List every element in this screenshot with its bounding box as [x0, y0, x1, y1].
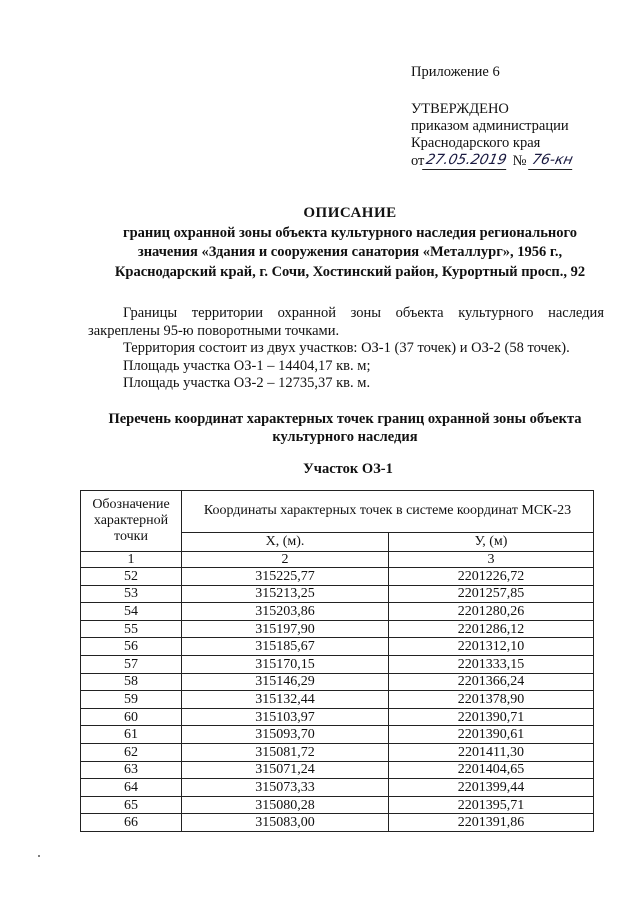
table-header-row [81, 491, 594, 533]
table-row [81, 814, 594, 832]
point-id-cell: 63 [81, 761, 182, 779]
header-coordinates: Координаты характерных точек в системе координат МСК-23 [182, 491, 594, 533]
body-text [88, 305, 604, 393]
x-coordinate-cell: 315071,24 [182, 761, 389, 779]
x-coordinate-cell: 315083,00 [182, 814, 389, 832]
date-line [411, 152, 575, 170]
y-coordinate-cell: 2201226,72 [389, 568, 594, 586]
point-id-cell: 61 [81, 726, 182, 744]
x-coordinate-cell: 315213,25 [182, 585, 389, 603]
y-coordinate-cell: 2201257,85 [389, 585, 594, 603]
y-coordinate-cell: 2201333,15 [389, 655, 594, 673]
x-coordinate-cell: 315185,67 [182, 638, 389, 656]
point-id-cell: 62 [81, 743, 182, 761]
table-row [81, 708, 594, 726]
point-id-cell: 53 [81, 585, 182, 603]
title-line-2: значения «Здания и сооружения санатория «Металлург», 1956 г., [137, 244, 563, 260]
table-row [81, 620, 594, 638]
list-title-line-2: культурного наследия [272, 429, 418, 445]
paragraph-points: Границы территории охранной зоны объекта культурного наследия закреплены 95-ю поворотными точками. [88, 305, 604, 339]
order-line-2: Краснодарского края [411, 135, 541, 151]
y-coordinate-cell: 2201378,90 [389, 691, 594, 709]
column-number-2: 2 [182, 552, 389, 568]
point-id-cell: 64 [81, 779, 182, 797]
column-number-1: 1 [81, 552, 182, 568]
table-row [81, 743, 594, 761]
paragraph-territory: Территория состоит из двух участков: ОЗ-1 (37 точек) и ОЗ-2 (58 точек). [123, 340, 570, 356]
x-coordinate-cell: 315225,77 [182, 568, 389, 586]
point-id-cell: 65 [81, 796, 182, 814]
coordinates-table [80, 490, 594, 832]
x-coordinate-cell: 315073,33 [182, 779, 389, 797]
table-row [81, 691, 594, 709]
header-x: X, (м). [182, 532, 389, 551]
approved-label: УТВЕРЖДЕНО [411, 101, 509, 117]
y-coordinate-cell: 2201280,26 [389, 603, 594, 621]
title-line-3: Краснодарский край, г. Сочи, Хостинский район, Курортный просп., 92 [114, 263, 586, 280]
point-id-cell: 55 [81, 620, 182, 638]
table-row [81, 726, 594, 744]
y-coordinate-cell: 2201312,10 [389, 638, 594, 656]
y-coordinate-cell: 2201366,24 [389, 673, 594, 691]
table-column-numbers [81, 552, 594, 568]
table-row [81, 796, 594, 814]
y-coordinate-cell: 2201390,71 [389, 708, 594, 726]
section-title: Участок ОЗ-1 [303, 461, 393, 477]
y-coordinate-cell: 2201390,61 [389, 726, 594, 744]
x-coordinate-cell: 315132,44 [182, 691, 389, 709]
table-row [81, 603, 594, 621]
y-coordinate-cell: 2201404,65 [389, 761, 594, 779]
title-line-1: границ охранной зоны объекта культурного наследия регионального [123, 224, 577, 241]
point-id-cell: 52 [81, 568, 182, 586]
date-prefix: от [411, 153, 425, 169]
point-id-cell: 57 [81, 655, 182, 673]
header-point-label: Обозначение характерной точки [81, 491, 182, 552]
x-coordinate-cell: 315197,90 [182, 620, 389, 638]
header-y: У, (м) [389, 532, 594, 551]
point-id-cell: 59 [81, 691, 182, 709]
table-row [81, 655, 594, 673]
order-line-1: приказом администрации [411, 118, 569, 134]
x-coordinate-cell: 315103,97 [182, 708, 389, 726]
table-row [81, 585, 594, 603]
y-coordinate-cell: 2201399,44 [389, 779, 594, 797]
table-row [81, 638, 594, 656]
x-coordinate-cell: 315146,29 [182, 673, 389, 691]
table-row [81, 673, 594, 691]
paragraph-area-2: Площадь участка ОЗ-2 – 12735,37 кв. м. [123, 375, 371, 391]
handwritten-number: 76-кн [529, 152, 577, 170]
point-id-cell: 54 [81, 603, 182, 621]
coordinates-list-title [80, 410, 610, 446]
scan-speck [38, 855, 40, 857]
handwritten-date: 27.05.2019 [422, 152, 510, 170]
number-prefix: № [512, 153, 527, 169]
appendix-text: Приложение 6 [411, 64, 500, 80]
paragraph-area-1: Площадь участка ОЗ-1 – 14404,17 кв. м; [123, 357, 371, 374]
table-row [81, 779, 594, 797]
y-coordinate-cell: 2201411,30 [389, 743, 594, 761]
y-coordinate-cell: 2201391,86 [389, 814, 594, 832]
list-title-line-1: Перечень координат характерных точек границ охранной зоны объекта [108, 411, 582, 427]
x-coordinate-cell: 315093,70 [182, 726, 389, 744]
table-row [81, 761, 594, 779]
y-coordinate-cell: 2201395,71 [389, 796, 594, 814]
point-id-cell: 60 [81, 708, 182, 726]
column-number-3: 3 [389, 552, 594, 568]
approval-block [411, 101, 575, 170]
point-id-cell: 66 [81, 814, 182, 832]
point-id-cell: 58 [81, 673, 182, 691]
title-main: ОПИСАНИЕ [303, 205, 397, 221]
x-coordinate-cell: 315080,28 [182, 796, 389, 814]
document-title [60, 204, 640, 282]
table-row [81, 568, 594, 586]
point-id-cell: 56 [81, 638, 182, 656]
y-coordinate-cell: 2201286,12 [389, 620, 594, 638]
appendix-label [411, 64, 500, 81]
x-coordinate-cell: 315203,86 [182, 603, 389, 621]
x-coordinate-cell: 315081,72 [182, 743, 389, 761]
x-coordinate-cell: 315170,15 [182, 655, 389, 673]
